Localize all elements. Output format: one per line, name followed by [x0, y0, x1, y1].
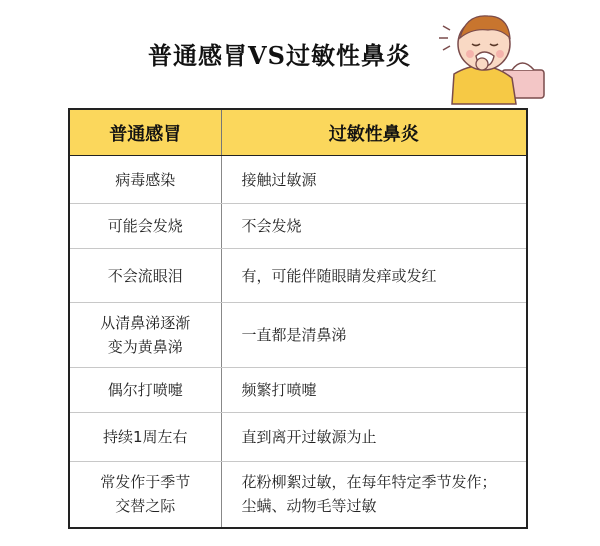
cold-tears-cell — [69, 249, 221, 303]
rhinitis-duration-cell — [221, 413, 527, 462]
comparison-table — [68, 108, 528, 529]
table-header-row — [69, 109, 527, 156]
cell-text: 常发作于季节 交替之际 — [100, 473, 191, 516]
table-row — [69, 249, 527, 303]
header-common-cold: 普通感冒 — [69, 109, 221, 156]
cell-text: 病毒感染 — [115, 170, 176, 189]
cell-text: 有，可能伴随眼睛发痒或发红 — [241, 266, 437, 285]
cell-text: 从清鼻涕逐渐 变为黄鼻涕 — [100, 314, 191, 356]
cell-text: 频繁打喷嚏 — [241, 381, 317, 399]
cell-text: 持续1周左右 — [102, 428, 188, 446]
page-title: 普通感冒VS过敏性鼻炎 — [148, 41, 411, 70]
cell-text: 可能会发烧 — [107, 217, 183, 235]
cell-text: 偶尔打喷嚏 — [107, 381, 183, 399]
cell-text: 接触过敏源 — [241, 170, 317, 189]
table-row — [69, 303, 527, 368]
rhinitis-fever-cell — [221, 204, 527, 249]
table-row — [69, 204, 527, 249]
cell-text: 不会发烧 — [241, 217, 302, 235]
cell-text: 一直都是清鼻涕 — [241, 326, 347, 344]
cold-season-cell — [69, 462, 221, 528]
cold-mucus-cell — [69, 303, 221, 368]
cold-duration-cell — [69, 413, 221, 462]
rhinitis-sneeze-cell — [221, 368, 527, 413]
cell-text: 直到离开过敏源为止 — [241, 428, 377, 446]
table-row — [69, 413, 527, 462]
child-sneezing-illustration — [432, 4, 550, 110]
table-row — [69, 462, 527, 528]
cell-text: 不会流眼泪 — [107, 266, 183, 285]
header-allergic-rhinitis: 过敏性鼻炎 — [221, 109, 527, 156]
cold-fever-cell — [69, 204, 221, 249]
rhinitis-cause-cell — [221, 156, 527, 204]
rhinitis-tears-cell — [221, 249, 527, 303]
table-row — [69, 368, 527, 413]
table-row — [69, 156, 527, 204]
rhinitis-season-cell — [221, 462, 527, 528]
cold-cause-cell — [69, 156, 221, 204]
cold-sneeze-cell — [69, 368, 221, 413]
rhinitis-mucus-cell — [221, 303, 527, 368]
cell-text: 花粉柳絮过敏，在每年特定季节发作； 尘螨、动物毛等过敏 — [241, 473, 497, 516]
